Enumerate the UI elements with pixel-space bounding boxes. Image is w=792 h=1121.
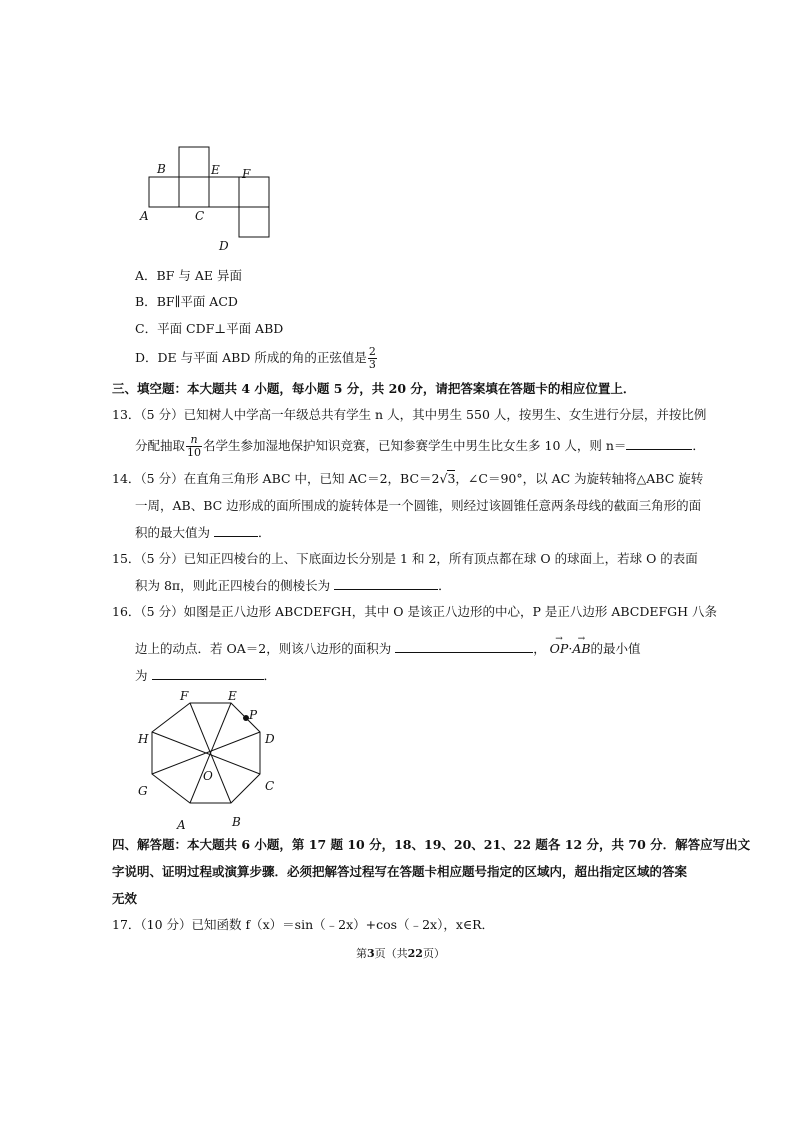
oct-label-h: H — [138, 732, 149, 746]
q15-answer-blank[interactable] — [334, 577, 438, 590]
oct-label-f: F — [180, 689, 189, 703]
oct-label-a: A — [177, 818, 186, 832]
vector-ab: → AB — [572, 640, 590, 658]
oct-label-p: P — [249, 708, 258, 722]
q12-option-a: A．BF 与 AE 异面 — [135, 268, 242, 283]
section4-header-line2: 字说明、证明过程或演算步骤．必须把解答过程写在答题卡相应题号指定的区域内，超出指定区域的答案 — [112, 864, 688, 879]
section4-header-line1: 四、解答题：本大题共 6 小题，第 17 题 10 分，18、19、20、21、22 题各 12 分，共 70 分．解答应写出文 — [112, 837, 751, 852]
oct-label-e: E — [228, 689, 237, 703]
q16-min-blank[interactable] — [152, 667, 264, 680]
q16-area-blank[interactable] — [395, 640, 533, 653]
q13-line2: 分配抽取 $\frac{n}{10}$ 名学生参加湿地保护知识竞赛，已知参赛学生中男生比女生多 10 人，则 n＝ ． — [135, 433, 705, 459]
vector-op: → OP — [550, 640, 569, 658]
oct-label-g: G — [138, 784, 148, 798]
oct-label-b: B — [232, 815, 241, 829]
net-label-d: D — [219, 239, 229, 253]
q14-line1: 14．（5 分）在直角三角形 ABC 中，已知 AC＝2，BC＝2√3，∠C＝90°，以 AC 为旋转轴将△ABC 旋转 — [112, 471, 704, 486]
q12-option-b: B．BF∥平面 ACD — [135, 294, 238, 309]
fraction-two-thirds: $\frac{2}{3}$ — [368, 345, 376, 371]
net-label-c: C — [195, 209, 205, 223]
q13-line1: 13．（5 分）已知树人中学高一年级总共有学生 n 人，其中男生 550 人，按男生、女生进行分层，并按比例 — [112, 407, 707, 422]
q15-line2: 积为 8π，则此正四棱台的侧棱长为 ． — [135, 578, 451, 593]
sqrt-symbol: √ — [439, 471, 448, 486]
q16-line3: 为 ． — [135, 668, 277, 683]
q12-option-c: C．平面 CDF⊥平面 ABD — [135, 321, 284, 336]
net-label-a: A — [140, 209, 149, 223]
oct-label-o: O — [203, 769, 213, 783]
page-footer: 第3页（共22页） — [356, 947, 445, 960]
octagon-figure — [130, 685, 290, 835]
net-label-e: E — [211, 163, 220, 177]
oct-label-d: D — [265, 732, 275, 746]
q14-line3: 积的最大值为 ． — [135, 525, 271, 540]
q17-text: 17．（10 分）已知函数 f（x）＝sin（﹣2x）+cos（﹣2x），x∈R． — [112, 917, 495, 932]
net-label-b: B — [157, 162, 166, 176]
q14-line2: 一周，AB、BC 边形成的面所围成的旋转体是一个圆锥，则经过该圆锥任意两条母线的截面三角形的面 — [135, 498, 702, 513]
cube-net-figure — [135, 140, 285, 258]
net-label-f: F — [242, 167, 251, 181]
oct-label-c: C — [265, 779, 275, 793]
section3-header: 三、填空题：本大题共 4 小题，每小题 5 分，共 20 分，请把答案填在答题卡的相应位置上． — [112, 381, 636, 396]
section4-header-line3: 无效 — [112, 891, 138, 906]
q16-line1: 16．（5 分）如图是正八边形 ABCDEFGH，其中 O 是该正八边形的中心，P 是正八边形 ABCDEFGH 八条 — [112, 604, 718, 619]
q15-line1: 15．（5 分）已知正四棱台的上、下底面边长分别是 1 和 2，所有顶点都在球 O 的球面上，若球 O 的表面 — [112, 551, 698, 566]
q14-answer-blank[interactable] — [214, 524, 258, 537]
q12-option-d: D．DE 与平面 ABD 所成的角的正弦值是 $\frac{2}{3}$ — [135, 345, 376, 371]
q13-answer-blank[interactable] — [626, 437, 692, 450]
q16-line2: 边上的动点．若 OA＝2，则该八边形的面积为 ， → OP·→ AB的最小值 — [135, 640, 641, 658]
